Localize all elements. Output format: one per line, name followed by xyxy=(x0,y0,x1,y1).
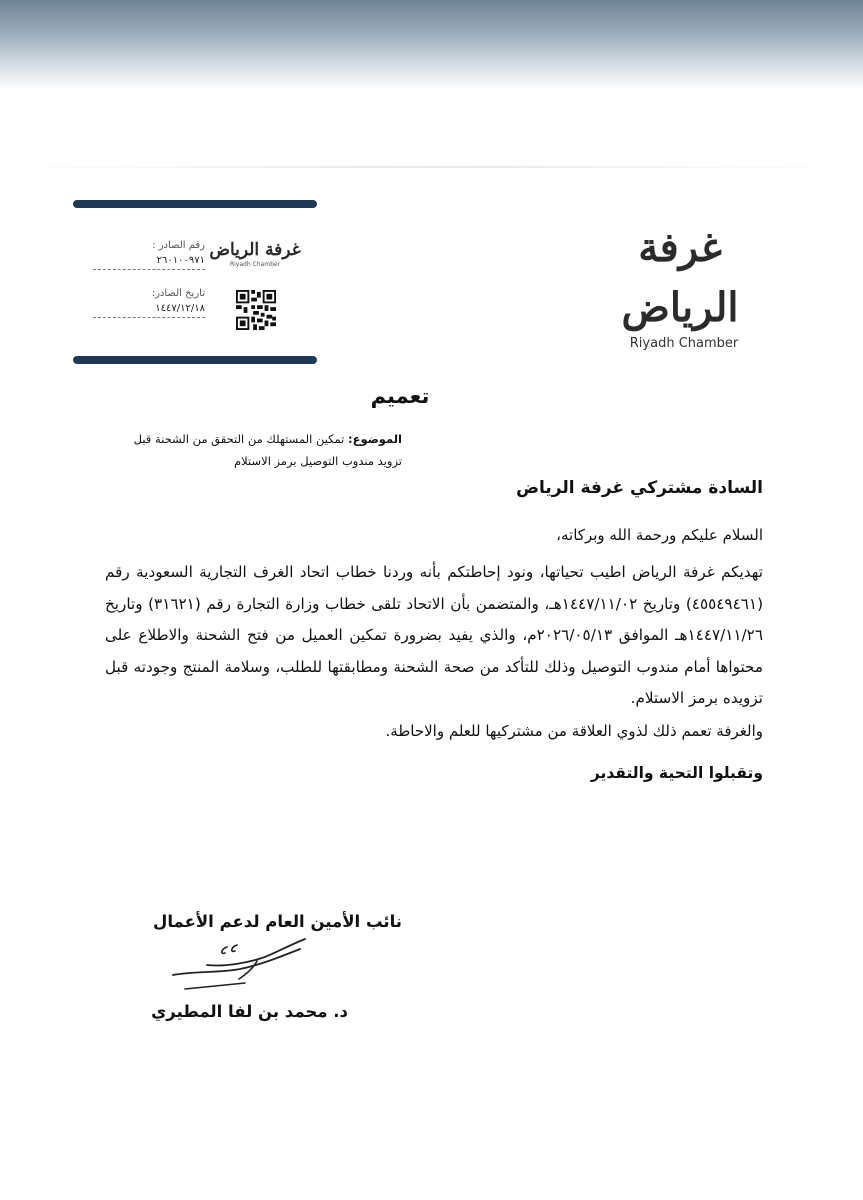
issue-date-label: تاريخ الصادر: xyxy=(151,288,205,299)
card-bottom-bar xyxy=(73,356,317,364)
logo-arabic-text: غرفة الرياض xyxy=(621,224,739,331)
card-logo xyxy=(209,240,301,268)
card-logo-english: Riyadh Chamber xyxy=(229,261,281,268)
card-top-bar xyxy=(73,200,317,208)
logo-english-text: Riyadh Chamber xyxy=(629,336,739,351)
issue-date-field xyxy=(93,288,205,318)
subject-text-1: تمكين المستهلك من التحقق من الشحنة قبل xyxy=(133,432,345,446)
issue-date-value: ١٤٤٧/١٢/١٨ xyxy=(93,303,205,318)
letter-body: تهديكم غرفة الرياض اطيب تحياتها، ونود إحاطتكم بأنه وردنا خطاب اتحاد الغرف التجارية السعودية رقم (٤٥٥٤٩٤٦١) وتاريخ ١٤٤٧/١١/٠٢هـ، والمتضمن بأن الاتحاد تلقى خطاب وزارة التجارة رقم (٣١٦٢١) وتاريخ ١٤٤٧/١١/٢٦هـ الموافق ٢٠٢٦/٠٥/١٣م، والذي يفيد بضرورة تمكين العميل من فتح الشحنة والاطلاع على محتواها أمام مندوب التوصيل وذلك للتأكد من صحة الشحنة ومطابقتها للطلب، وسلامة المنتج وجودته قبل تزويده برمز الاستلام. xyxy=(105,563,763,707)
document-title: تعميم xyxy=(370,384,430,408)
signatory-name: د. محمد بن لفا المطيري xyxy=(151,1002,348,1021)
subject-line-2: تزويد مندوب التوصيل برمز الاستلام xyxy=(234,454,402,468)
riyadh-chamber-logo xyxy=(580,218,780,351)
issue-number-label: رقم الصادر : xyxy=(152,240,205,251)
regards-line: وتقبلوا التحية والتقدير xyxy=(590,764,763,782)
faint-header-line xyxy=(10,166,850,168)
issue-info-card xyxy=(73,200,317,364)
subject-label: الموضوع: xyxy=(348,432,402,446)
addressee: السادة مشتركي غرفة الرياض xyxy=(516,478,763,498)
subject-line-1 xyxy=(100,428,402,450)
issue-number-field xyxy=(93,240,205,270)
subject-block xyxy=(100,428,402,472)
top-shadow-band xyxy=(0,0,863,90)
closing-paragraph: والغرفة تعمم ذلك لذوي العلاقة من مشتركيها للعلم والاحاطة. xyxy=(385,722,763,740)
greeting: السلام عليكم ورحمة الله وبركاته، xyxy=(556,526,763,544)
qr-code-icon xyxy=(236,290,276,330)
card-logo-arabic: غرفة الرياض xyxy=(209,240,301,260)
signature-image xyxy=(165,935,315,995)
issue-number-value: ٢٦٠١٠٠٩٧١ xyxy=(93,255,205,270)
signatory-title: نائب الأمين العام لدعم الأعمال xyxy=(153,912,402,931)
